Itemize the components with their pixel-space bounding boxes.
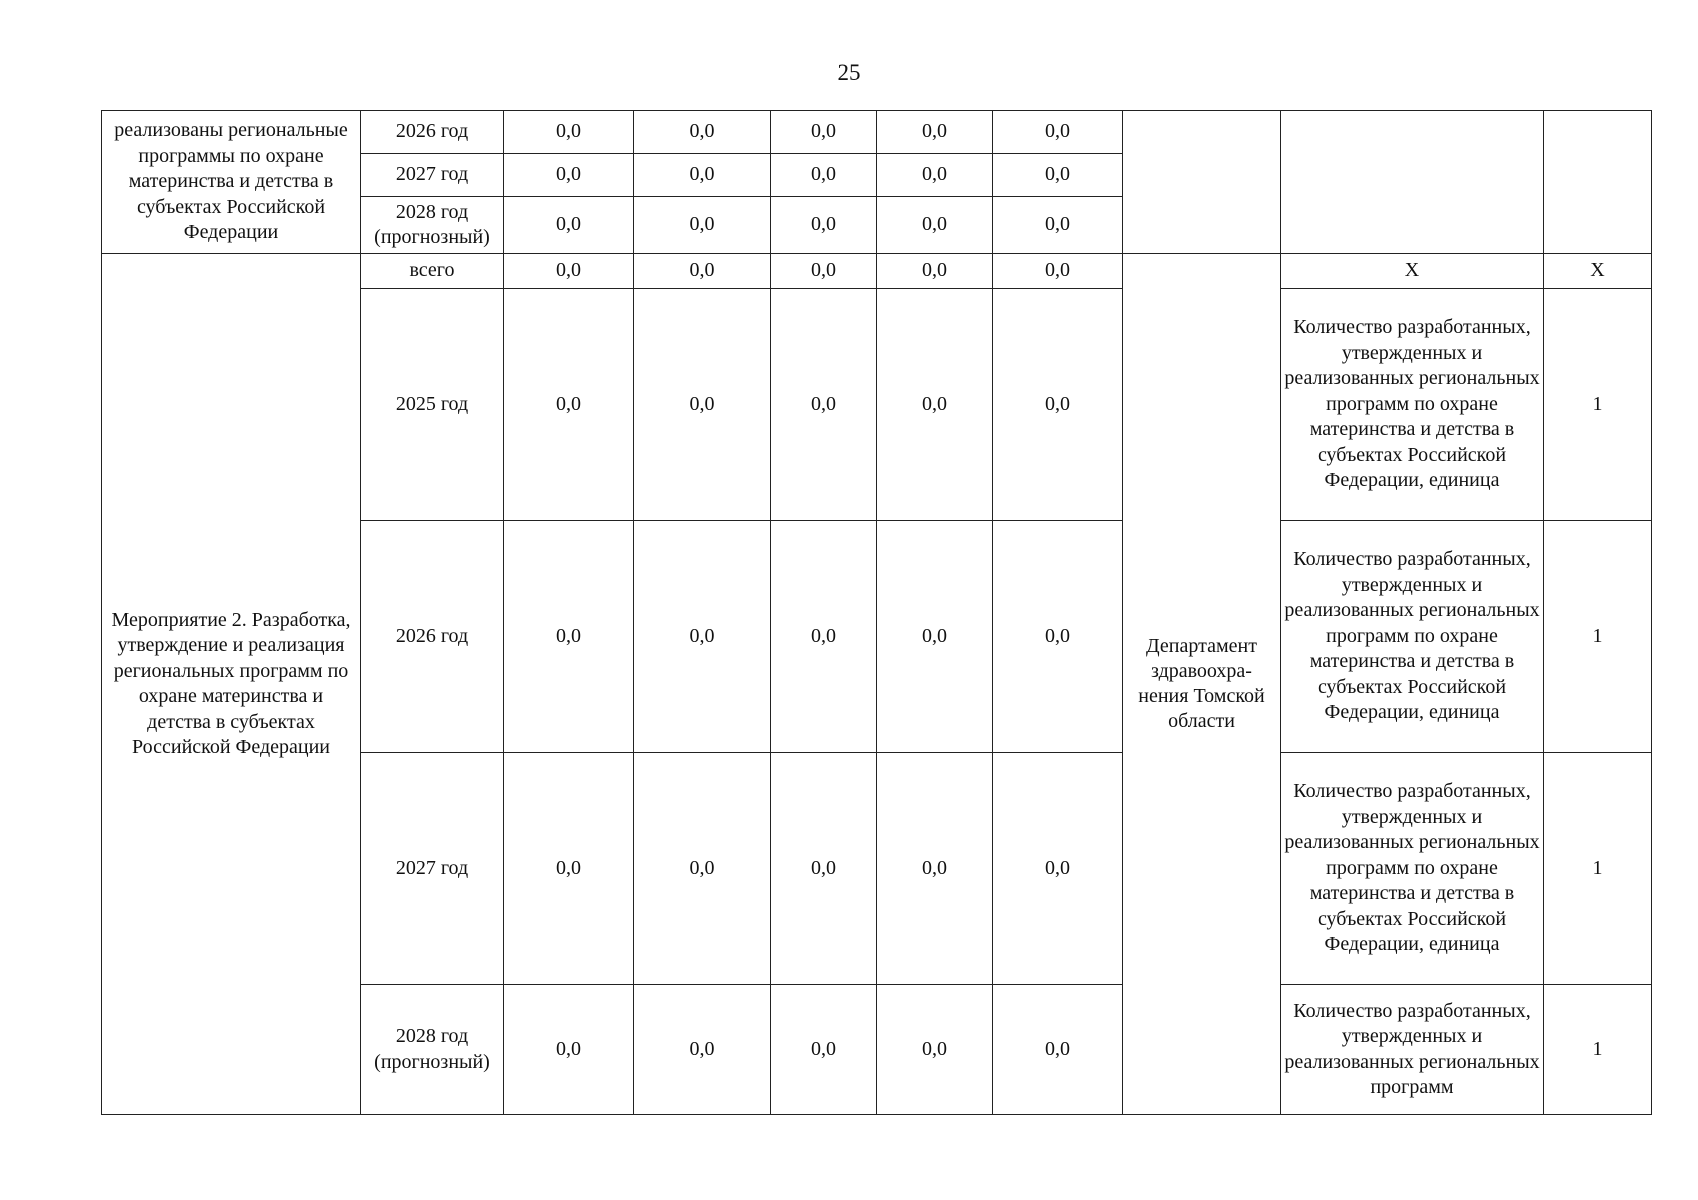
- value-cell: 0,0: [634, 289, 771, 521]
- program-table: [101, 110, 1652, 1115]
- value-cell: 0,0: [771, 254, 877, 289]
- indicator-cell: Х: [1281, 254, 1544, 289]
- event-cell: Мероприятие 2. Разработка, утверждение и реализация региональных программ по охране материнства и детства в субъектах Российской Федерации: [102, 254, 361, 1115]
- value-cell: 0,0: [634, 154, 771, 197]
- indicator-value-cell: 1: [1544, 985, 1652, 1115]
- year-cell: 2025 год: [361, 289, 504, 521]
- value-cell: 0,0: [634, 111, 771, 154]
- value-cell: 0,0: [877, 521, 993, 753]
- event-cell-continued: реализованы региональные программы по охране материнства и детства в субъектах Российской Федерации: [102, 111, 361, 254]
- value-cell: 0,0: [993, 753, 1123, 985]
- value-cell: 0,0: [771, 197, 877, 254]
- indicator-cell: Количество разработанных, утвержденных и реализованных региональных программ по охране материнства и детства в субъектах Российской Федерации, единица: [1281, 521, 1544, 753]
- value-cell: 0,0: [504, 521, 634, 753]
- indicator-value-cell: 1: [1544, 289, 1652, 521]
- responsible-cell: Департамент здравоохра-нения Томской области: [1123, 254, 1281, 1115]
- value-cell: 0,0: [634, 254, 771, 289]
- value-cell: 0,0: [504, 154, 634, 197]
- table-row: [102, 111, 1652, 154]
- value-cell: 0,0: [504, 111, 634, 154]
- value-cell: 0,0: [877, 753, 993, 985]
- value-cell: 0,0: [504, 254, 634, 289]
- value-cell: 0,0: [771, 111, 877, 154]
- value-cell: 0,0: [993, 289, 1123, 521]
- year-cell: 2026 год: [361, 521, 504, 753]
- value-cell: 0,0: [634, 521, 771, 753]
- indicator-cell: Количество разработанных, утвержденных и реализованных региональных программ по охране материнства и детства в субъектах Российской Федерации, единица: [1281, 753, 1544, 985]
- responsible-cell-empty: [1123, 111, 1281, 254]
- value-cell: 0,0: [634, 197, 771, 254]
- value-cell: 0,0: [504, 197, 634, 254]
- value-cell: 0,0: [504, 985, 634, 1115]
- value-cell: 0,0: [771, 521, 877, 753]
- value-cell: 0,0: [877, 985, 993, 1115]
- value-cell: 0,0: [877, 111, 993, 154]
- year-cell: всего: [361, 254, 504, 289]
- table-row-total: [102, 254, 1652, 289]
- year-cell: 2027 год: [361, 154, 504, 197]
- value-cell: 0,0: [877, 289, 993, 521]
- value-cell: 0,0: [771, 154, 877, 197]
- value-cell: 0,0: [634, 753, 771, 985]
- value-cell: 0,0: [634, 985, 771, 1115]
- indicator-value-cell-empty: [1544, 111, 1652, 254]
- value-cell: 0,0: [877, 254, 993, 289]
- value-cell: 0,0: [993, 985, 1123, 1115]
- value-cell: 0,0: [993, 521, 1123, 753]
- year-cell: 2026 год: [361, 111, 504, 154]
- value-cell: 0,0: [993, 197, 1123, 254]
- page-number: 25: [837, 60, 861, 85]
- value-cell: 0,0: [771, 753, 877, 985]
- value-cell: 0,0: [504, 753, 634, 985]
- value-cell: 0,0: [771, 985, 877, 1115]
- value-cell: 0,0: [993, 254, 1123, 289]
- indicator-value-cell: Х: [1544, 254, 1652, 289]
- value-cell: 0,0: [877, 154, 993, 197]
- year-cell: 2028 год (прогнозный): [361, 985, 504, 1115]
- value-cell: 0,0: [504, 289, 634, 521]
- indicator-cell: Количество разработанных, утвержденных и реализованных региональных программ: [1281, 985, 1544, 1115]
- year-cell: 2028 год (прогнозный): [361, 197, 504, 254]
- indicator-cell: Количество разработанных, утвержденных и реализованных региональных программ по охране материнства и детства в субъектах Российской Федерации, единица: [1281, 289, 1544, 521]
- indicator-value-cell: 1: [1544, 753, 1652, 985]
- value-cell: 0,0: [877, 197, 993, 254]
- indicator-cell-empty: [1281, 111, 1544, 254]
- year-cell: 2027 год: [361, 753, 504, 985]
- value-cell: 0,0: [993, 154, 1123, 197]
- value-cell: 0,0: [771, 289, 877, 521]
- indicator-value-cell: 1: [1544, 521, 1652, 753]
- value-cell: 0,0: [993, 111, 1123, 154]
